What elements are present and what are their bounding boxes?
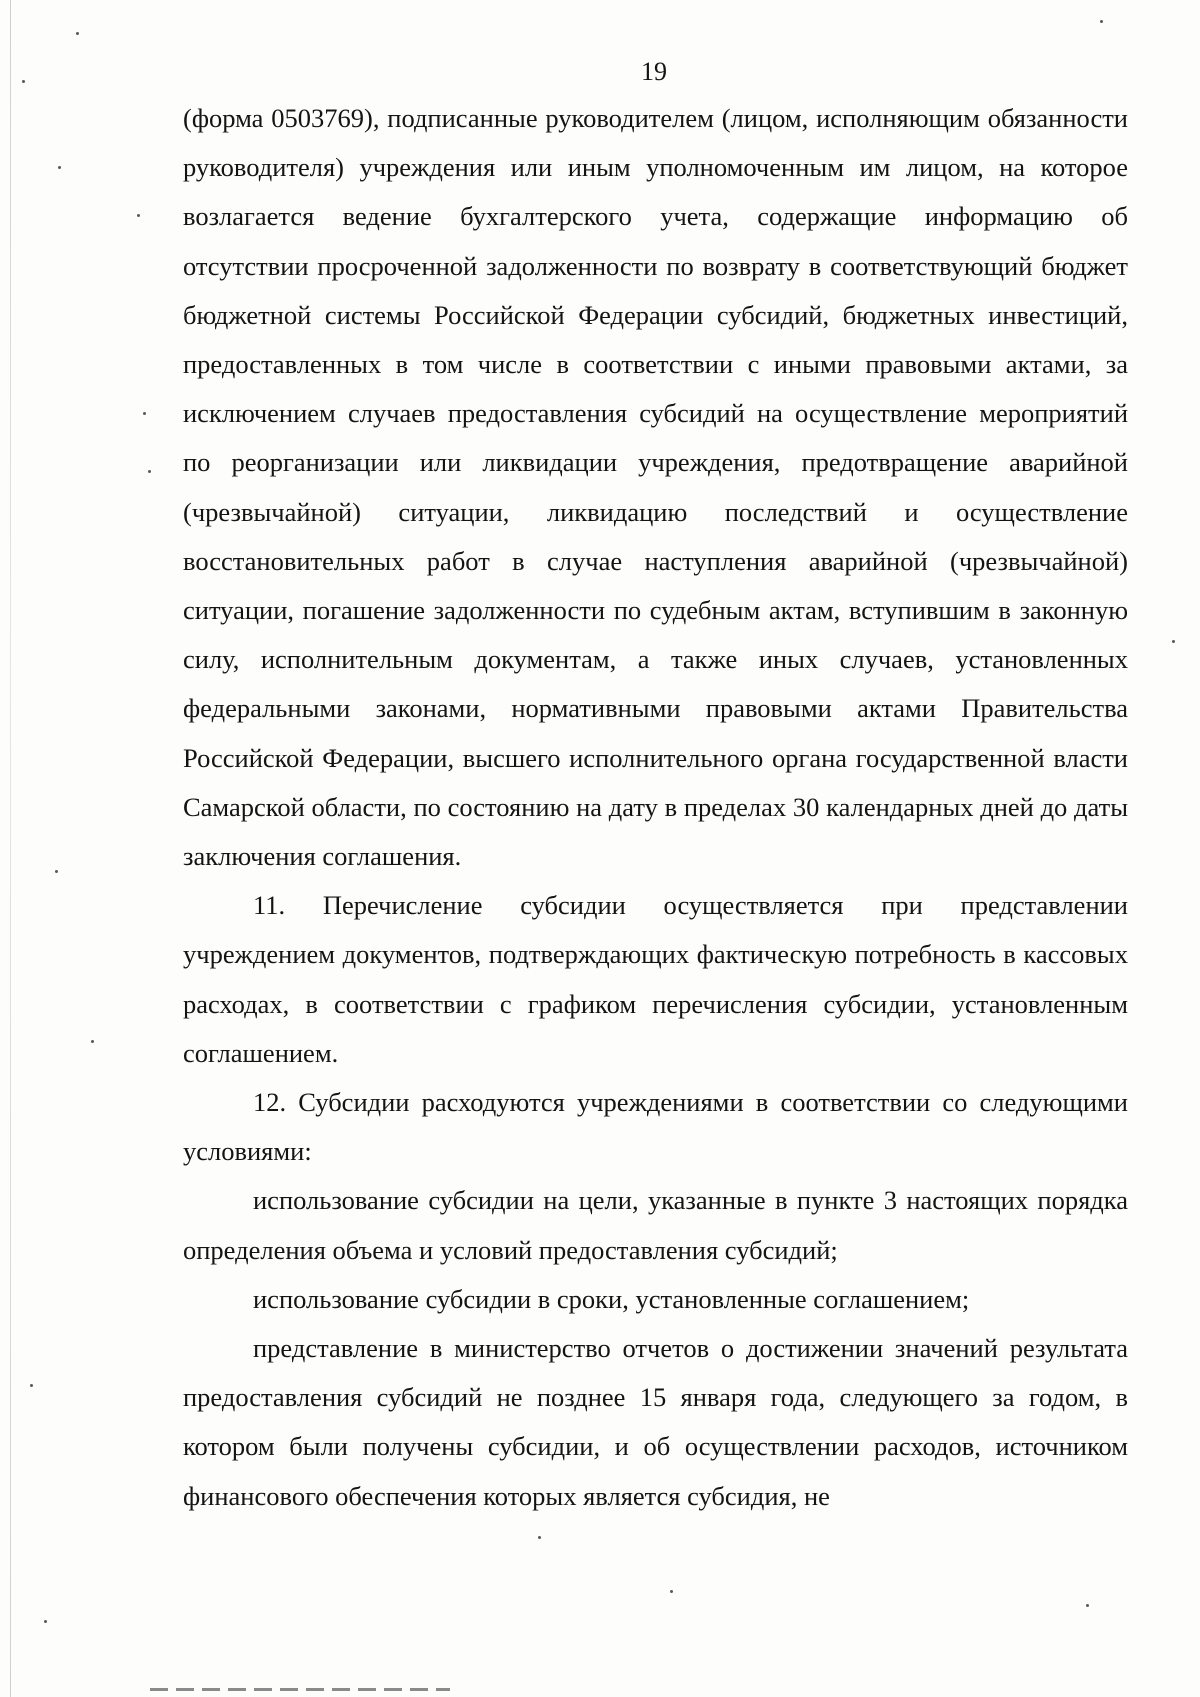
- scan-speck: [143, 412, 146, 415]
- scan-left-edge: [10, 0, 11, 1697]
- scan-speck: [670, 1590, 673, 1593]
- scan-speck: [1086, 1604, 1089, 1607]
- scan-speck: [1172, 640, 1175, 643]
- scan-speck: [148, 470, 151, 473]
- paragraph-continuation: (форма 0503769), подписанные руководителем (лицом, исполняющим обязанности руководителя) учреждения или иным уполномоченным им лицом, на которое возлагается ведение бухгалтерского учета, содержащие информацию об отсутствии просроченной задолженности по возврату в соответствующий бюджет бюджетной системы Российской Федерации субсидий, бюджетных инвестиций, предоставленных в том числе в соответствии с иными правовыми актами, за исключением случаев предоставления субсидий на осуществление мероприятий по реорганизации или ликвидации учреждения, предотвращение аварийной (чрезвычайной) ситуации, ликвидацию последствий и осуществление восстановительных работ в случае наступления аварийной (чрезвычайной) ситуации, погашение задолженности по судебным актам, вступившим в законную силу, исполнительным документам, а также иных случаев, установленных федеральными законами, нормативными правовыми актами Правительства Российской Федерации, высшего исполнительного органа государственной власти Самарской области, по состоянию на дату в пределах 30 календарных дней до даты заключения соглашения.: [183, 103, 1128, 872]
- scan-speck: [58, 166, 61, 169]
- scan-speck: [44, 1620, 47, 1623]
- paragraph-condition-deadline: использование субсидии в сроки, установленные соглашением;: [253, 1283, 970, 1314]
- scan-speck: [137, 214, 140, 217]
- paragraph-condition-purpose: использование субсидии на цели, указанные в пункте 3 настоящих порядка определения объема и условий предоставления субсидий;: [183, 1185, 1128, 1265]
- scan-speck: [91, 1040, 94, 1043]
- paragraph-clause-11: 11. Перечисление субсидии осуществляется при представлении учреждением документов, подтверждающих фактическую потребность в кассовых расходах, в соответствии с графиком перечисления субсидии, установленным соглашением.: [183, 890, 1128, 1068]
- scan-speck: [1100, 20, 1103, 23]
- scan-speck: [76, 32, 79, 35]
- paragraph-condition-reports: представление в министерство отчетов о достижении значений результата предоставления субсидий не позднее 15 января года, следующего за годом, в котором были получены субсидии, и об осуществлении расходов, источником финансового обеспечения которых является субсидия, не: [183, 1333, 1128, 1511]
- scan-speck: [30, 1384, 33, 1387]
- scan-speck: [55, 870, 58, 873]
- scan-speck: [22, 80, 25, 83]
- scan-speck: [538, 1536, 541, 1539]
- scan-bottom-mark: [150, 1688, 450, 1691]
- page-number: 19: [641, 57, 667, 86]
- paragraph-clause-12: 12. Субсидии расходуются учреждениями в соответствии со следующими условиями:: [183, 1087, 1128, 1167]
- document-body: [183, 94, 1128, 1521]
